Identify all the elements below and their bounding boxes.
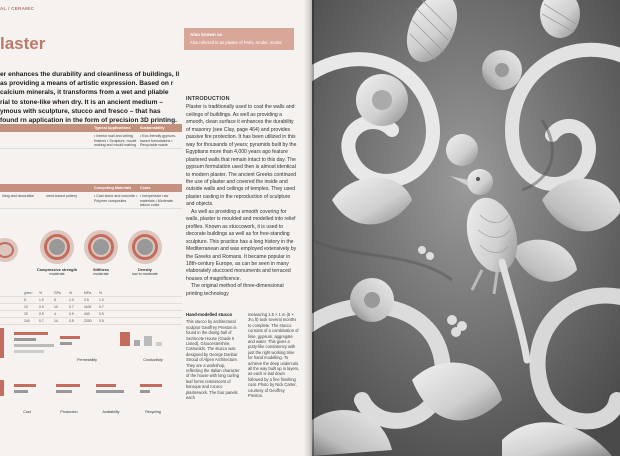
bar <box>14 338 36 341</box>
circle-label-title: Compressive strength <box>36 268 78 272</box>
table-header-cell <box>0 124 44 132</box>
property-bars <box>0 322 182 422</box>
flower-center <box>364 292 380 308</box>
bar <box>96 384 116 387</box>
bar <box>14 390 28 393</box>
introduction-column <box>186 96 298 298</box>
bar <box>60 342 72 345</box>
table-header-cell <box>0 184 44 192</box>
circle-label <box>115 268 175 276</box>
value-cell: 1.0 <box>99 298 104 302</box>
core <box>93 239 109 255</box>
introduction-paragraph: The original method of three-dimensional printing technology <box>186 283 284 297</box>
bar-label: Recycling <box>145 410 161 414</box>
value-cell: 0.5 <box>99 319 104 323</box>
section-tag: AL / CERAMIC <box>0 6 35 11</box>
circle-label-title: Stiffness <box>92 268 110 272</box>
also-known-as-box <box>184 28 294 50</box>
value-cell: 14 <box>54 319 58 323</box>
bar <box>0 328 4 358</box>
value-cell <box>0 304 24 310</box>
intro-lead: er enhances the durability and cleanliness of buildings, ll as providing a means of artistic expression. Based on r calcium minerals, it transforms from a wet and pliable rial to stone-like when dry. It is an ancient medium – ymous with sculpture, stucco and fresco – that has found rn application in the form of precision 3D printing. <box>0 71 180 125</box>
value-cell: 240 <box>24 319 30 323</box>
table-header <box>0 124 182 132</box>
page-title: laster <box>0 34 46 53</box>
bar <box>14 350 44 353</box>
bar <box>14 344 54 347</box>
value-cell <box>0 290 24 296</box>
introduction-heading: INTRODUCTION <box>186 96 230 102</box>
book-gutter <box>304 0 314 456</box>
value-cell: % <box>69 291 73 295</box>
value-cell: 0.9 <box>69 312 74 316</box>
circle-label-sub: moderate <box>93 272 109 276</box>
circle-label-sub: low to moderate <box>132 272 158 276</box>
values-table <box>0 290 182 325</box>
core <box>137 239 153 255</box>
value-cell: g/cm³ <box>24 291 33 295</box>
table-row <box>0 297 182 304</box>
value-cell: 2.5 <box>84 298 89 302</box>
bar-label: Production <box>60 410 78 414</box>
value-cell: % <box>99 291 103 295</box>
table-header-cell <box>44 124 92 132</box>
stucco-relief-photo <box>312 0 620 456</box>
value-cell: % <box>39 291 43 295</box>
property-circles <box>10 228 180 268</box>
value-cell: 440 <box>84 312 90 316</box>
value-cell: 1100 <box>84 305 92 309</box>
circle-label-title: Density <box>138 268 152 272</box>
table-header <box>0 184 182 192</box>
table-row <box>0 304 182 311</box>
core <box>49 239 65 255</box>
value-cell: 20 <box>24 312 28 316</box>
bar <box>14 384 36 387</box>
value-cell: 2200 <box>84 319 92 323</box>
value-cell: 10 <box>54 305 58 309</box>
aka-heading: Also known as <box>190 32 223 37</box>
value-cell: 0.9 <box>39 312 44 316</box>
bar-group-2 <box>60 336 80 345</box>
introduction-paragraph: As well as providing a smooth covering for walls, plaster is moulded and modelled into relief profiles. Known as stuccowork, it is used to decorate buildings as well as for free-standing sculpture. This practice has a long history in the Mediterranean and was employed extensively by the Greeks and Romans. It became popular in 18th-century Europe, as can be seen in many elaborately stuccoed monuments and terraced houses of magnificence. <box>186 208 297 282</box>
bar <box>60 336 80 339</box>
competing-table <box>0 184 182 209</box>
right-page-photo <box>312 0 620 456</box>
flower-ornament <box>446 134 478 166</box>
value-cell: MPa <box>84 291 91 295</box>
table-cell: • Eco-friendly gypsum-based formulations • Recyclable waste <box>139 134 176 148</box>
caption-text: This stucco by architectural sculptor Geoffrey Preston is found in the dining hall of Sezincote House (Grade II Listed), Gloucestershire, Cotswolds. The stucco was designed by George Dunbar Stroud of Alpen Architecture. They are a workshop, reflecting the Italian character of the house with long curling leaf forms reminiscent of baroque and rococo plasterwork. The four panels each <box>186 319 240 401</box>
bar <box>14 332 48 335</box>
value-cell <box>0 297 24 303</box>
circle-label-sub: moderate <box>49 272 65 276</box>
compressive-strength-graphic <box>40 230 74 264</box>
bar <box>56 384 80 387</box>
value-cell: 0.7 <box>39 319 44 323</box>
bar <box>96 390 124 393</box>
bar <box>120 332 130 346</box>
value-cell: 0.7 <box>69 305 74 309</box>
value-cell <box>0 311 24 317</box>
aka-text: Also referred to as plaster of Paris, render, mortar <box>190 40 282 45</box>
value-cell: 0.7 <box>99 305 104 309</box>
table-cell: • Cast stone and concrete • Polymer composites <box>93 194 138 203</box>
table-header-cell <box>44 184 92 192</box>
bar <box>134 340 140 346</box>
value-cell: 1.0 <box>69 298 74 302</box>
value-cell: 0.9 <box>99 312 104 316</box>
caption-column <box>186 312 242 401</box>
flower-center <box>495 63 509 77</box>
caption-heading: Hand-modelled stucco <box>186 312 233 317</box>
bar <box>140 390 150 393</box>
value-cell: 5 <box>24 298 26 302</box>
value-cell: 4 <box>54 312 56 316</box>
value-cell: GPa <box>54 291 61 295</box>
table-row <box>0 311 182 318</box>
table-header-cell: Typical Applications <box>93 126 131 130</box>
value-cell: 1.0 <box>39 298 44 302</box>
table-cell: • Interior wall and ceiling finishes • Sculpture, model making and mould making <box>93 134 137 148</box>
table-cell <box>0 134 44 148</box>
bar-label: Cost <box>23 410 31 414</box>
table-header-cell: Competing Materials <box>93 186 132 190</box>
value-cell: 0.5 <box>69 319 74 323</box>
bar <box>56 390 72 393</box>
introduction-paragraph: Plaster is traditionally used to coat the walls and ceilings of buildings. As well as providing a smooth, clean surface it enhances the durability of masonry (see Clay, page 464) and provides passive fire protection. It has been utilized in this way for thousands of years; pyramids built by the Egyptians more than 4,000 years ago feature plastered walls that remain intact to this day. The gypsum formulation used then is almost identical to modern plaster. The ancient Greeks continued the use of plaster and covered the inside and outside walls and ceilings of temples. They used plaster casting in the reproduction of sculpture and objects. <box>186 104 297 208</box>
bar-label: Conductivity <box>143 358 163 362</box>
table-cell: lding and decorative <box>2 194 35 198</box>
flower-center <box>372 90 392 110</box>
bar-group-3 <box>120 332 162 346</box>
value-cell: 5 <box>54 298 56 302</box>
bar-label: Availability <box>102 410 120 414</box>
bar-label: Permeability <box>77 358 97 362</box>
table-row <box>0 290 182 297</box>
bar-group-4 <box>0 380 162 396</box>
density-graphic <box>128 230 162 264</box>
table-row <box>0 132 182 149</box>
table-header-cell: Sustainability <box>139 126 165 130</box>
value-cell: 10 <box>24 305 28 309</box>
table-cell: ment-based pottery <box>46 194 78 198</box>
bar-group-1 <box>0 328 54 358</box>
bar <box>140 384 162 387</box>
stiffness-graphic <box>84 230 118 264</box>
bar <box>0 380 4 396</box>
table-header-cell: Costs <box>139 186 151 190</box>
caption-column-2: measuring 1.5 × 1 m (5 × 3¼ ft) took several months to complete. The stucco consists of a combination of lime, gypsum, aggregate and water. This gives a putty-like consistency with just the right working time for hand modelling. To achieve the deep undercuts all the way built up in layers, as each is laid down followed by a fine finishing coat. Photo by Nick Carter, courtesy of Geoffrey Preston. <box>248 312 300 399</box>
bar <box>156 342 162 346</box>
value-cell: 0.9 <box>39 305 44 309</box>
table-cell: • Inexpensive raw materials • Moderate labour costs <box>139 194 173 208</box>
applications-table <box>0 124 182 149</box>
table-row <box>0 192 182 209</box>
table-cell <box>44 134 92 148</box>
bar <box>144 336 152 346</box>
